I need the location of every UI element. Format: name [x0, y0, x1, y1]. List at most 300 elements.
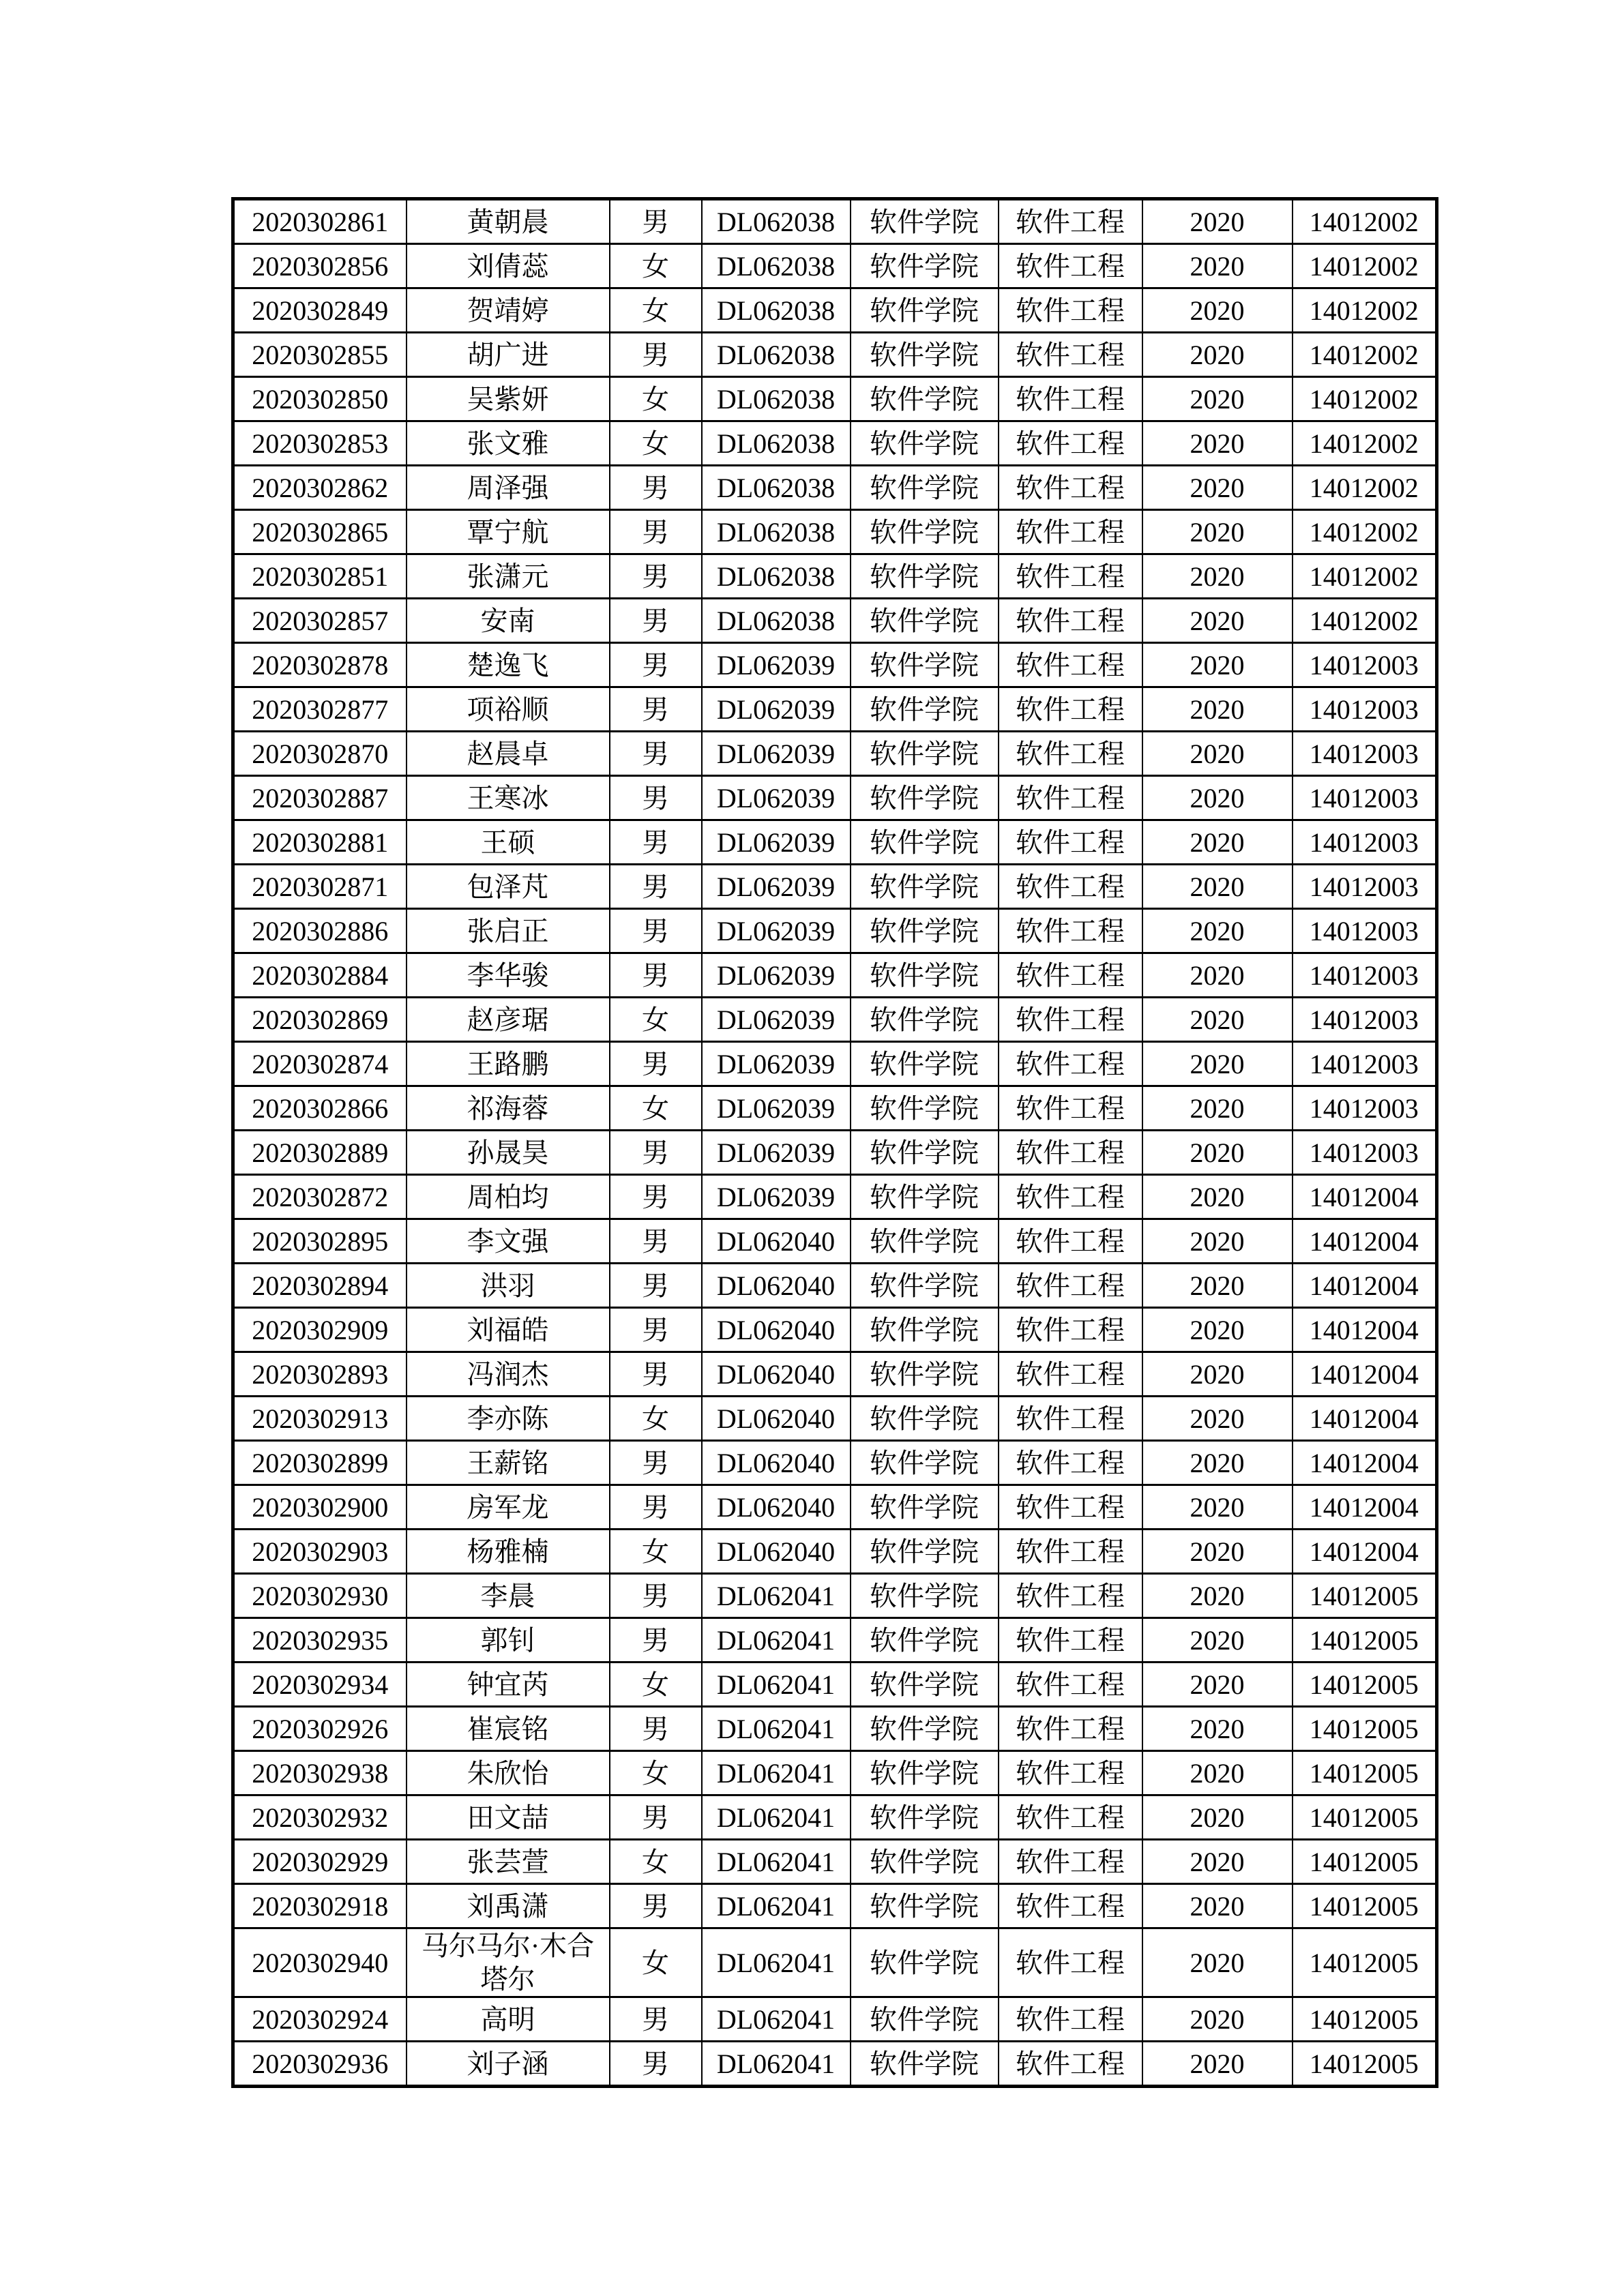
cell-major: 软件工程	[999, 1485, 1142, 1530]
cell-gender: 女	[610, 244, 702, 288]
cell-year: 2020	[1142, 1928, 1293, 1997]
cell-student-id: 2020302865	[233, 510, 407, 554]
cell-student-id: 2020302924	[233, 1997, 407, 2042]
cell-name: 张文雅	[407, 421, 610, 466]
cell-student-id: 2020302878	[233, 643, 407, 687]
cell-major: 软件工程	[999, 1574, 1142, 1618]
cell-year: 2020	[1142, 776, 1293, 820]
cell-student-id: 2020302850	[233, 377, 407, 421]
cell-major-class-code: 14012002	[1293, 377, 1437, 421]
cell-student-id: 2020302935	[233, 1618, 407, 1663]
cell-college: 软件学院	[851, 2042, 999, 2087]
cell-name: 王寒冰	[407, 776, 610, 820]
cell-year: 2020	[1142, 820, 1293, 865]
cell-student-id: 2020302871	[233, 865, 407, 909]
cell-college: 软件学院	[851, 1884, 999, 1928]
cell-major: 软件工程	[999, 377, 1142, 421]
cell-student-id: 2020302855	[233, 333, 407, 377]
cell-major: 软件工程	[999, 1308, 1142, 1352]
cell-college: 软件学院	[851, 1795, 999, 1840]
cell-college: 软件学院	[851, 333, 999, 377]
cell-gender: 男	[610, 554, 702, 599]
cell-year: 2020	[1142, 1308, 1293, 1352]
cell-gender: 女	[610, 421, 702, 466]
cell-student-id: 2020302899	[233, 1441, 407, 1485]
cell-student-id: 2020302862	[233, 466, 407, 510]
cell-class-code: DL062038	[702, 599, 851, 643]
cell-year: 2020	[1142, 1663, 1293, 1707]
table-row	[233, 1042, 1437, 1086]
cell-major-class-code: 14012005	[1293, 1795, 1437, 1840]
cell-college: 软件学院	[851, 1175, 999, 1219]
cell-name: 刘禹潇	[407, 1884, 610, 1928]
cell-gender: 男	[610, 1175, 702, 1219]
cell-gender: 男	[610, 953, 702, 998]
cell-class-code: DL062038	[702, 288, 851, 333]
cell-college: 软件学院	[851, 643, 999, 687]
cell-gender: 男	[610, 1308, 702, 1352]
cell-gender: 男	[610, 1352, 702, 1397]
cell-name: 贺靖婷	[407, 288, 610, 333]
cell-name: 包泽芃	[407, 865, 610, 909]
cell-student-id: 2020302877	[233, 687, 407, 732]
cell-student-id: 2020302881	[233, 820, 407, 865]
cell-gender: 女	[610, 1530, 702, 1574]
cell-college: 软件学院	[851, 687, 999, 732]
cell-name: 钟宜芮	[407, 1663, 610, 1707]
cell-gender: 男	[610, 1997, 702, 2042]
cell-name: 张芸萱	[407, 1840, 610, 1884]
table-row	[233, 599, 1437, 643]
cell-college: 软件学院	[851, 1574, 999, 1618]
cell-major-class-code: 14012004	[1293, 1530, 1437, 1574]
cell-major-class-code: 14012004	[1293, 1264, 1437, 1308]
cell-year: 2020	[1142, 244, 1293, 288]
cell-student-id: 2020302851	[233, 554, 407, 599]
cell-year: 2020	[1142, 333, 1293, 377]
cell-year: 2020	[1142, 1840, 1293, 1884]
cell-student-id: 2020302889	[233, 1131, 407, 1175]
cell-college: 软件学院	[851, 554, 999, 599]
cell-class-code: DL062038	[702, 244, 851, 288]
cell-major: 软件工程	[999, 510, 1142, 554]
cell-year: 2020	[1142, 1751, 1293, 1795]
cell-year: 2020	[1142, 1441, 1293, 1485]
cell-college: 软件学院	[851, 1352, 999, 1397]
cell-name: 郭钊	[407, 1618, 610, 1663]
cell-college: 软件学院	[851, 1264, 999, 1308]
cell-student-id: 2020302909	[233, 1308, 407, 1352]
cell-major: 软件工程	[999, 1086, 1142, 1131]
cell-major-class-code: 14012005	[1293, 1663, 1437, 1707]
cell-name: 覃宁航	[407, 510, 610, 554]
cell-class-code: DL062038	[702, 333, 851, 377]
cell-college: 软件学院	[851, 599, 999, 643]
cell-name: 杨雅楠	[407, 1530, 610, 1574]
cell-major: 软件工程	[999, 1175, 1142, 1219]
table-row	[233, 1131, 1437, 1175]
cell-gender: 女	[610, 288, 702, 333]
table-row	[233, 820, 1437, 865]
cell-major-class-code: 14012003	[1293, 1042, 1437, 1086]
cell-gender: 男	[610, 687, 702, 732]
cell-class-code: DL062039	[702, 732, 851, 776]
cell-college: 软件学院	[851, 998, 999, 1042]
table-row	[233, 333, 1437, 377]
cell-name: 李华骏	[407, 953, 610, 998]
cell-major: 软件工程	[999, 1219, 1142, 1264]
cell-gender: 男	[610, 1707, 702, 1751]
cell-class-code: DL062039	[702, 643, 851, 687]
cell-major: 软件工程	[999, 1352, 1142, 1397]
cell-major: 软件工程	[999, 1884, 1142, 1928]
table-row	[233, 1884, 1437, 1928]
cell-student-id: 2020302849	[233, 288, 407, 333]
cell-class-code: DL062041	[702, 1707, 851, 1751]
table-row	[233, 244, 1437, 288]
cell-major: 软件工程	[999, 776, 1142, 820]
cell-class-code: DL062039	[702, 865, 851, 909]
cell-name: 黄朝晨	[407, 199, 610, 244]
cell-major-class-code: 14012004	[1293, 1308, 1437, 1352]
cell-name: 安南	[407, 599, 610, 643]
cell-college: 软件学院	[851, 1751, 999, 1795]
cell-major: 软件工程	[999, 1707, 1142, 1751]
table-row	[233, 1928, 1437, 1997]
cell-gender: 女	[610, 998, 702, 1042]
cell-name: 李晨	[407, 1574, 610, 1618]
cell-major-class-code: 14012002	[1293, 333, 1437, 377]
cell-name: 王硕	[407, 820, 610, 865]
cell-class-code: DL062041	[702, 1795, 851, 1840]
cell-major: 软件工程	[999, 1663, 1142, 1707]
cell-major: 软件工程	[999, 288, 1142, 333]
cell-major: 软件工程	[999, 953, 1142, 998]
cell-class-code: DL062041	[702, 1997, 851, 2042]
cell-name: 王路鹏	[407, 1042, 610, 1086]
cell-class-code: DL062039	[702, 953, 851, 998]
cell-year: 2020	[1142, 421, 1293, 466]
cell-gender: 男	[610, 820, 702, 865]
table-row	[233, 1663, 1437, 1707]
cell-class-code: DL062038	[702, 510, 851, 554]
table-row	[233, 865, 1437, 909]
cell-year: 2020	[1142, 732, 1293, 776]
cell-college: 软件学院	[851, 1707, 999, 1751]
cell-class-code: DL062041	[702, 1618, 851, 1663]
table-row	[233, 1086, 1437, 1131]
cell-major: 软件工程	[999, 466, 1142, 510]
cell-college: 软件学院	[851, 1997, 999, 2042]
cell-major: 软件工程	[999, 820, 1142, 865]
cell-gender: 男	[610, 1264, 702, 1308]
cell-student-id: 2020302886	[233, 909, 407, 953]
cell-class-code: DL062038	[702, 199, 851, 244]
cell-year: 2020	[1142, 599, 1293, 643]
cell-class-code: DL062038	[702, 377, 851, 421]
cell-name: 张潇元	[407, 554, 610, 599]
cell-student-id: 2020302936	[233, 2042, 407, 2087]
cell-gender: 男	[610, 1618, 702, 1663]
cell-major: 软件工程	[999, 643, 1142, 687]
cell-student-id: 2020302893	[233, 1352, 407, 1397]
table-row	[233, 1175, 1437, 1219]
cell-class-code: DL062040	[702, 1397, 851, 1441]
table-row	[233, 1397, 1437, 1441]
cell-class-code: DL062039	[702, 820, 851, 865]
cell-year: 2020	[1142, 1219, 1293, 1264]
cell-student-id: 2020302869	[233, 998, 407, 1042]
table-row	[233, 1441, 1437, 1485]
student-table-body	[233, 199, 1437, 2087]
cell-major-class-code: 14012005	[1293, 1997, 1437, 2042]
cell-major: 软件工程	[999, 1131, 1142, 1175]
cell-major-class-code: 14012003	[1293, 1131, 1437, 1175]
cell-student-id: 2020302900	[233, 1485, 407, 1530]
cell-gender: 男	[610, 1042, 702, 1086]
cell-major-class-code: 14012002	[1293, 510, 1437, 554]
cell-year: 2020	[1142, 1352, 1293, 1397]
cell-gender: 女	[610, 1663, 702, 1707]
cell-major: 软件工程	[999, 1397, 1142, 1441]
cell-student-id: 2020302926	[233, 1707, 407, 1751]
cell-name: 刘福皓	[407, 1308, 610, 1352]
cell-name: 张启正	[407, 909, 610, 953]
cell-major-class-code: 14012002	[1293, 199, 1437, 244]
cell-name: 朱欣怡	[407, 1751, 610, 1795]
cell-college: 软件学院	[851, 288, 999, 333]
cell-student-id: 2020302856	[233, 244, 407, 288]
cell-student-id: 2020302932	[233, 1795, 407, 1840]
cell-gender: 男	[610, 1574, 702, 1618]
cell-college: 软件学院	[851, 1485, 999, 1530]
table-row	[233, 2042, 1437, 2087]
cell-name: 李文强	[407, 1219, 610, 1264]
cell-major-class-code: 14012002	[1293, 244, 1437, 288]
cell-major: 软件工程	[999, 421, 1142, 466]
cell-college: 软件学院	[851, 244, 999, 288]
cell-major: 软件工程	[999, 244, 1142, 288]
cell-major-class-code: 14012003	[1293, 820, 1437, 865]
cell-major-class-code: 14012002	[1293, 466, 1437, 510]
cell-class-code: DL062041	[702, 2042, 851, 2087]
cell-major-class-code: 14012005	[1293, 1751, 1437, 1795]
cell-college: 软件学院	[851, 377, 999, 421]
cell-major: 软件工程	[999, 1751, 1142, 1795]
cell-year: 2020	[1142, 1397, 1293, 1441]
cell-college: 软件学院	[851, 199, 999, 244]
cell-name: 崔宸铭	[407, 1707, 610, 1751]
cell-year: 2020	[1142, 1997, 1293, 2042]
cell-year: 2020	[1142, 687, 1293, 732]
cell-student-id: 2020302934	[233, 1663, 407, 1707]
cell-gender: 男	[610, 1441, 702, 1485]
cell-class-code: DL062041	[702, 1663, 851, 1707]
cell-major-class-code: 14012003	[1293, 909, 1437, 953]
cell-college: 软件学院	[851, 1042, 999, 1086]
cell-major-class-code: 14012004	[1293, 1485, 1437, 1530]
table-row	[233, 1707, 1437, 1751]
cell-major-class-code: 14012004	[1293, 1441, 1437, 1485]
cell-name: 李亦陈	[407, 1397, 610, 1441]
cell-class-code: DL062040	[702, 1352, 851, 1397]
cell-gender: 男	[610, 1485, 702, 1530]
cell-name: 祁海蓉	[407, 1086, 610, 1131]
cell-year: 2020	[1142, 1042, 1293, 1086]
cell-year: 2020	[1142, 643, 1293, 687]
table-row	[233, 643, 1437, 687]
cell-name: 项裕顺	[407, 687, 610, 732]
cell-college: 软件学院	[851, 1530, 999, 1574]
cell-gender: 男	[610, 909, 702, 953]
cell-college: 软件学院	[851, 1086, 999, 1131]
cell-college: 软件学院	[851, 1131, 999, 1175]
table-row	[233, 421, 1437, 466]
cell-year: 2020	[1142, 998, 1293, 1042]
cell-class-code: DL062040	[702, 1308, 851, 1352]
cell-major: 软件工程	[999, 1042, 1142, 1086]
cell-name: 房军龙	[407, 1485, 610, 1530]
cell-college: 软件学院	[851, 865, 999, 909]
cell-year: 2020	[1142, 953, 1293, 998]
table-row	[233, 1795, 1437, 1840]
table-row	[233, 687, 1437, 732]
cell-year: 2020	[1142, 909, 1293, 953]
cell-gender: 男	[610, 510, 702, 554]
cell-major-class-code: 14012002	[1293, 421, 1437, 466]
cell-major: 软件工程	[999, 1928, 1142, 1997]
cell-name: 吴紫妍	[407, 377, 610, 421]
cell-gender: 女	[610, 1928, 702, 1997]
cell-year: 2020	[1142, 199, 1293, 244]
cell-major: 软件工程	[999, 1840, 1142, 1884]
cell-class-code: DL062041	[702, 1928, 851, 1997]
cell-student-id: 2020302861	[233, 199, 407, 244]
cell-major-class-code: 14012004	[1293, 1219, 1437, 1264]
cell-class-code: DL062038	[702, 421, 851, 466]
table-row	[233, 1751, 1437, 1795]
table-row	[233, 953, 1437, 998]
cell-major: 软件工程	[999, 1530, 1142, 1574]
cell-gender: 男	[610, 732, 702, 776]
cell-year: 2020	[1142, 1131, 1293, 1175]
cell-major: 软件工程	[999, 599, 1142, 643]
cell-college: 软件学院	[851, 732, 999, 776]
cell-college: 软件学院	[851, 1441, 999, 1485]
cell-class-code: DL062039	[702, 687, 851, 732]
cell-major: 软件工程	[999, 333, 1142, 377]
cell-gender: 男	[610, 333, 702, 377]
cell-name: 周柏均	[407, 1175, 610, 1219]
cell-gender: 女	[610, 1397, 702, 1441]
cell-class-code: DL062039	[702, 998, 851, 1042]
cell-gender: 女	[610, 1086, 702, 1131]
cell-name: 胡广进	[407, 333, 610, 377]
cell-major: 软件工程	[999, 1264, 1142, 1308]
cell-major-class-code: 14012002	[1293, 288, 1437, 333]
cell-year: 2020	[1142, 377, 1293, 421]
cell-class-code: DL062040	[702, 1485, 851, 1530]
student-roster-table	[231, 197, 1438, 2088]
table-row	[233, 776, 1437, 820]
cell-name: 王薪铭	[407, 1441, 610, 1485]
cell-student-id: 2020302866	[233, 1086, 407, 1131]
cell-major-class-code: 14012005	[1293, 1574, 1437, 1618]
cell-class-code: DL062040	[702, 1219, 851, 1264]
cell-major-class-code: 14012004	[1293, 1175, 1437, 1219]
table-row	[233, 1219, 1437, 1264]
cell-name: 刘倩蕊	[407, 244, 610, 288]
cell-class-code: DL062041	[702, 1574, 851, 1618]
cell-major: 软件工程	[999, 865, 1142, 909]
cell-college: 软件学院	[851, 1219, 999, 1264]
cell-college: 软件学院	[851, 909, 999, 953]
cell-major: 软件工程	[999, 998, 1142, 1042]
cell-major: 软件工程	[999, 1795, 1142, 1840]
cell-student-id: 2020302903	[233, 1530, 407, 1574]
cell-student-id: 2020302870	[233, 732, 407, 776]
cell-year: 2020	[1142, 1086, 1293, 1131]
cell-major: 软件工程	[999, 554, 1142, 599]
cell-class-code: DL062041	[702, 1840, 851, 1884]
cell-year: 2020	[1142, 1707, 1293, 1751]
cell-student-id: 2020302929	[233, 1840, 407, 1884]
cell-major-class-code: 14012003	[1293, 953, 1437, 998]
cell-student-id: 2020302918	[233, 1884, 407, 1928]
cell-gender: 女	[610, 1840, 702, 1884]
cell-gender: 男	[610, 2042, 702, 2087]
cell-major: 软件工程	[999, 199, 1142, 244]
cell-name: 洪羽	[407, 1264, 610, 1308]
cell-year: 2020	[1142, 2042, 1293, 2087]
table-row	[233, 199, 1437, 244]
cell-year: 2020	[1142, 1264, 1293, 1308]
cell-major-class-code: 14012004	[1293, 1397, 1437, 1441]
cell-major: 软件工程	[999, 1441, 1142, 1485]
cell-class-code: DL062039	[702, 1086, 851, 1131]
cell-name: 冯润杰	[407, 1352, 610, 1397]
cell-class-code: DL062040	[702, 1264, 851, 1308]
cell-student-id: 2020302887	[233, 776, 407, 820]
cell-class-code: DL062038	[702, 554, 851, 599]
cell-class-code: DL062040	[702, 1530, 851, 1574]
table-row	[233, 1618, 1437, 1663]
cell-year: 2020	[1142, 554, 1293, 599]
cell-year: 2020	[1142, 1795, 1293, 1840]
cell-class-code: DL062041	[702, 1884, 851, 1928]
cell-gender: 男	[610, 1131, 702, 1175]
cell-student-id: 2020302938	[233, 1751, 407, 1795]
cell-year: 2020	[1142, 510, 1293, 554]
table-row	[233, 1352, 1437, 1397]
cell-year: 2020	[1142, 1530, 1293, 1574]
table-row	[233, 1530, 1437, 1574]
cell-name: 赵晨卓	[407, 732, 610, 776]
cell-major-class-code: 14012003	[1293, 1086, 1437, 1131]
cell-student-id: 2020302930	[233, 1574, 407, 1618]
cell-class-code: DL062039	[702, 1175, 851, 1219]
cell-student-id: 2020302940	[233, 1928, 407, 1997]
table-row	[233, 288, 1437, 333]
cell-name: 高明	[407, 1997, 610, 2042]
cell-student-id: 2020302894	[233, 1264, 407, 1308]
cell-major: 软件工程	[999, 2042, 1142, 2087]
cell-major-class-code: 14012005	[1293, 2042, 1437, 2087]
cell-name: 孙晟昊	[407, 1131, 610, 1175]
cell-name: 马尔马尔·木合塔尔	[407, 1928, 610, 1997]
cell-gender: 男	[610, 776, 702, 820]
cell-student-id: 2020302884	[233, 953, 407, 998]
